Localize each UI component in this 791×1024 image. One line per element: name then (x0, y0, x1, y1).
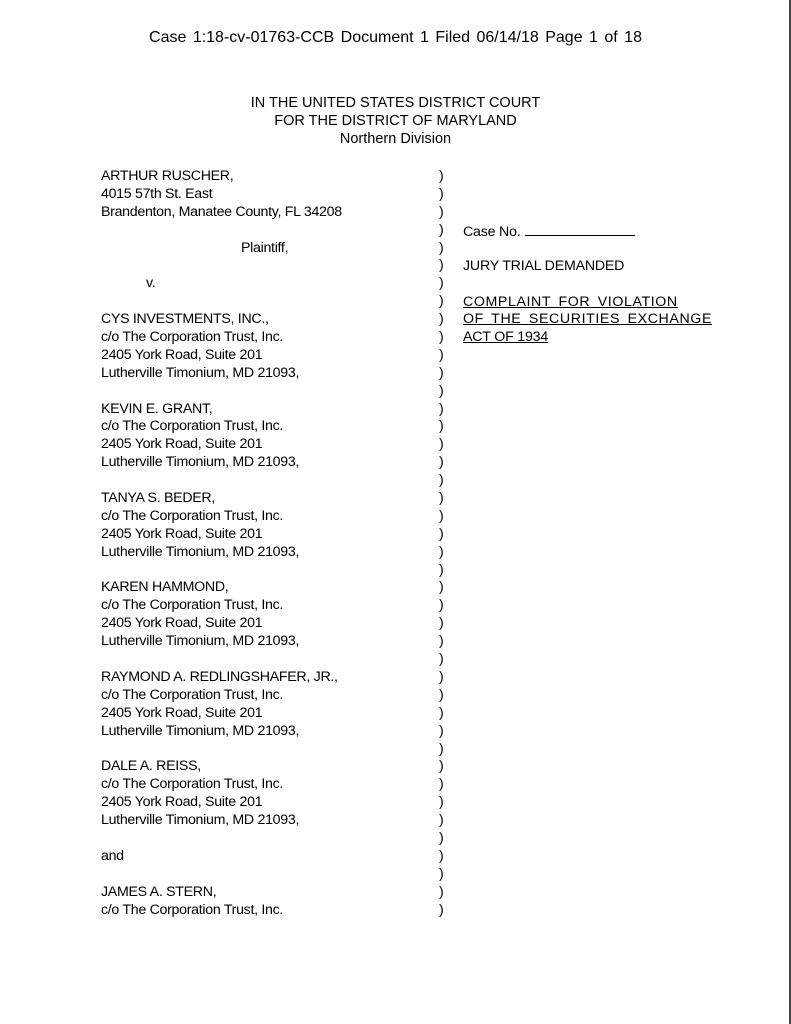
defendant-street: 2405 York Road, Suite 201 (101, 615, 263, 632)
paren-mark: ) (439, 382, 444, 399)
defendant-name: KEVIN E. GRANT, (101, 400, 213, 417)
complaint-title-1: COMPLAINT FOR VIOLATION (463, 293, 678, 310)
defendant-city: Lutherville Timonium, MD 21093, (101, 812, 300, 829)
defendant-care-of: c/o The Corporation Trust, Inc. (101, 418, 284, 435)
defendant-name: KAREN HAMMOND, (101, 579, 229, 596)
defendant-street: 2405 York Road, Suite 201 (101, 704, 263, 721)
paren-mark: ) (439, 561, 444, 578)
defendant-city: Lutherville Timonium, MD 21093, (101, 543, 300, 560)
caption-paren-column (439, 168, 444, 919)
paren-mark: ) (439, 275, 444, 292)
defendant-care-of: c/o The Corporation Trust, Inc. (101, 329, 284, 346)
defendant-6 (101, 758, 431, 830)
paren-mark: ) (439, 490, 444, 507)
defendant-care-of: c/o The Corporation Trust, Inc. (101, 686, 284, 703)
defendant-care-of: c/o The Corporation Trust, Inc. (101, 901, 284, 918)
complaint-title-3: ACT OF 1934 (463, 329, 549, 346)
paren-mark: ) (439, 507, 444, 524)
defendant-care-of: c/o The Corporation Trust, Inc. (101, 597, 284, 614)
paren-mark: ) (439, 525, 444, 542)
conjunction-and: and (101, 847, 124, 864)
parties-block (101, 168, 431, 919)
jury-demand: JURY TRIAL DEMANDED (463, 257, 625, 274)
defendant-street: 2405 York Road, Suite 201 (101, 525, 263, 542)
case-number-blank (525, 222, 635, 236)
defendant-name: JAMES A. STERN, (101, 883, 217, 900)
paren-mark: ) (439, 168, 444, 184)
paren-mark: ) (439, 257, 444, 274)
case-number-line (463, 222, 712, 240)
case-number-label: Case No. (463, 224, 521, 240)
paren-mark: ) (439, 472, 444, 489)
paren-mark: ) (439, 794, 444, 811)
paren-mark: ) (439, 901, 444, 918)
court-heading (0, 94, 791, 148)
paren-mark: ) (439, 311, 444, 328)
paren-mark: ) (439, 597, 444, 614)
paren-mark: ) (439, 293, 444, 310)
court-division: Northern Division (339, 131, 452, 147)
paren-mark: ) (439, 239, 444, 256)
defendant-7 (101, 884, 431, 920)
defendant-city: Lutherville Timonium, MD 21093, (101, 454, 300, 471)
defendant-care-of: c/o The Corporation Trust, Inc. (101, 507, 284, 524)
court-line-2: FOR THE DISTRICT OF MARYLAND (274, 113, 517, 129)
court-line-1: IN THE UNITED STATES DISTRICT COURT (250, 95, 541, 111)
paren-mark: ) (439, 758, 444, 775)
defendant-city: Lutherville Timonium, MD 21093, (101, 633, 300, 650)
defendant-name: TANYA S. BEDER, (101, 490, 216, 507)
paren-mark: ) (439, 346, 444, 363)
defendant-2 (101, 401, 431, 473)
defendant-3 (101, 490, 431, 562)
defendant-street: 2405 York Road, Suite 201 (101, 436, 263, 453)
paren-mark: ) (439, 776, 444, 793)
paren-mark: ) (439, 329, 444, 346)
paren-mark: ) (439, 543, 444, 560)
paren-mark: ) (439, 740, 444, 757)
defendant-name: RAYMOND A. REDLINGSHAFER, JR., (101, 668, 338, 685)
complaint-title-2: OF THE SECURITIES EXCHANGE (463, 311, 713, 328)
plaintiff-address-1: 4015 57th St. East (101, 185, 213, 202)
paren-mark: ) (439, 812, 444, 829)
paren-mark: ) (439, 454, 444, 471)
defendant-street: 2405 York Road, Suite 201 (101, 794, 263, 811)
paren-mark: ) (439, 865, 444, 882)
defendant-name: DALE A. REISS, (101, 758, 201, 775)
paren-mark: ) (439, 579, 444, 596)
defendant-city: Lutherville Timonium, MD 21093, (101, 722, 300, 739)
paren-mark: ) (439, 633, 444, 650)
defendant-city: Lutherville Timonium, MD 21093, (101, 364, 300, 381)
versus: v. (146, 275, 156, 292)
defendant-5 (101, 669, 431, 741)
paren-mark: ) (439, 364, 444, 381)
paren-mark: ) (439, 436, 444, 453)
defendant-care-of: c/o The Corporation Trust, Inc. (101, 776, 284, 793)
paren-mark: ) (439, 829, 444, 846)
plaintiff-address-2: Brandenton, Manatee County, FL 34208 (101, 203, 342, 220)
defendant-1 (101, 311, 431, 383)
defendant-4 (101, 579, 431, 651)
paren-mark: ) (439, 704, 444, 721)
case-header: Case 1:18-cv-01763-CCB Document 1 Filed 06/14/18 Page 1 of 18 (149, 29, 642, 46)
paren-mark: ) (439, 400, 444, 417)
paren-mark: ) (439, 221, 444, 238)
paren-mark: ) (439, 651, 444, 668)
plaintiff-name: ARTHUR RUSCHER, (101, 168, 234, 184)
paren-mark: ) (439, 185, 444, 202)
paren-mark: ) (439, 668, 444, 685)
defendant-name: CYS INVESTMENTS, INC., (101, 311, 269, 328)
paren-mark: ) (439, 203, 444, 220)
plaintiff-role: Plaintiff, (241, 239, 289, 256)
paren-mark: ) (439, 686, 444, 703)
defendant-street: 2405 York Road, Suite 201 (101, 346, 263, 363)
paren-mark: ) (439, 883, 444, 900)
case-caption (463, 222, 712, 347)
paren-mark: ) (439, 847, 444, 864)
paren-mark: ) (439, 615, 444, 632)
paren-mark: ) (439, 418, 444, 435)
paren-mark: ) (439, 722, 444, 739)
